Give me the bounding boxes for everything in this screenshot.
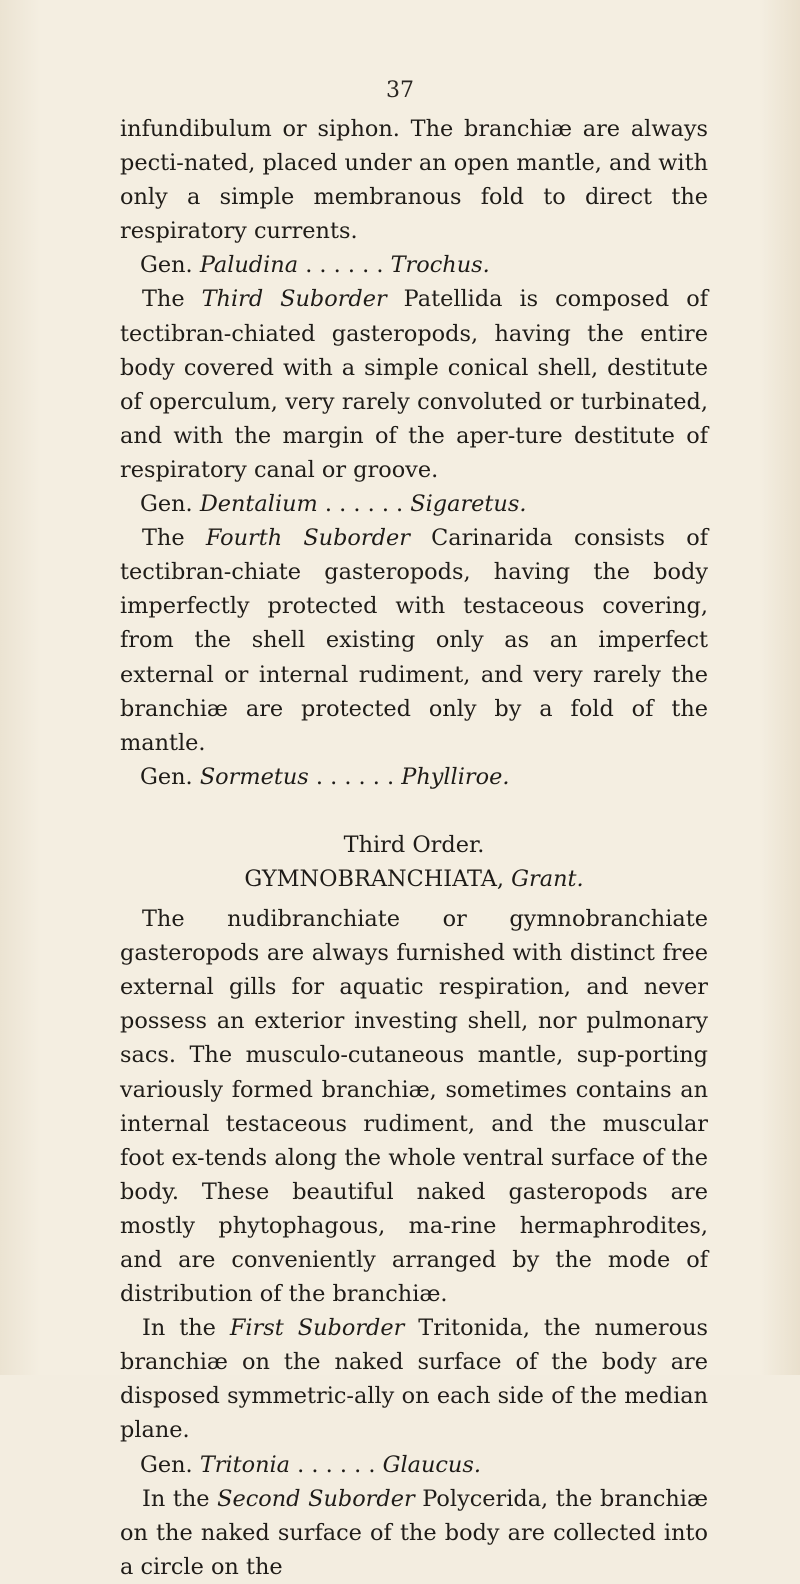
suborder-title: First Suborder [229, 1315, 405, 1342]
genus-line-2 [120, 487, 708, 521]
gen-prefix: Gen. [140, 491, 193, 518]
suborder-title: Third Suborder [201, 286, 387, 313]
genus-name-b: Glaucus. [382, 1451, 481, 1478]
leader-dots: . . . . . . [298, 252, 391, 279]
genus-name-b: Phylliroe. [401, 763, 510, 790]
text-rest: Carinarida consists of tectibran-chiate gasteropods, having the body imperfectly protected with testaceous covering, from the shell existing only as an imperfect external or internal rudiment, and very rarely the branchiæ are protected only by a fold of the mantle. [120, 525, 708, 756]
text-rest: Tritonida, the numerous branchiæ on the naked surface of the body are disposed symmetric-ally on each side of the median plane. [120, 1315, 708, 1444]
paragraph-second-suborder [120, 1482, 708, 1584]
leader-dots: . . . . . . [317, 491, 411, 518]
genus-line-1 [120, 248, 708, 282]
genus-name-b: Sigaretus. [410, 491, 527, 518]
order-author: Grant. [511, 865, 584, 892]
genus-name-a: Paludina [199, 252, 299, 279]
genus-name-a: Tritonia [199, 1451, 291, 1478]
order-heading: Third Order. [343, 831, 485, 858]
paragraph-siphon: infundibulum or siphon. The branchiæ are always pecti-nated, placed under an open mantle, and with only a simple membranous fold to direct the respiratory currents. [120, 116, 708, 245]
text-rest: Patellida is composed of tectibran-chiated gasteropods, having the entire body covered with a simple conical shell, destitute of operculum, very rarely convoluted or turbinated, and with the margin of the aper-ture destitute of respiratory canal or groove. [120, 286, 709, 483]
paragraph-fourth-suborder [120, 521, 708, 760]
page-body [120, 112, 708, 1584]
genus-name-a: Dentalium [199, 491, 318, 518]
genus-name-a: Sormetus [199, 763, 309, 790]
leader-dots: . . . . . . [290, 1451, 383, 1478]
text-lead: The [142, 286, 202, 313]
paragraph-third-suborder [120, 282, 708, 487]
paragraph-first-suborder [120, 1311, 708, 1447]
gen-prefix: Gen. [140, 1451, 193, 1478]
spacer [120, 794, 708, 828]
suborder-title: Fourth Suborder [205, 525, 410, 552]
genus-line-4 [120, 1448, 708, 1482]
leader-dots: . . . . . . [308, 763, 402, 790]
genus-name-b: Trochus. [390, 252, 490, 279]
gen-prefix: Gen. [140, 252, 193, 279]
text-lead: The [142, 525, 206, 552]
order-name-line [120, 862, 708, 896]
order-name: GYMNOBRANCHIATA, [244, 865, 505, 892]
page-number: 37 [386, 78, 414, 103]
text-rest: Polycerida, the branchiæ on the naked surface of the body are collected into a circle on the [120, 1485, 709, 1580]
text-lead: In the [142, 1315, 230, 1342]
genus-line-3 [120, 760, 708, 794]
suborder-title: Second Suborder [217, 1485, 415, 1512]
text-lead: In the [142, 1485, 218, 1512]
gen-prefix: Gen. [140, 763, 193, 790]
paragraph-nudibranchiate: The nudibranchiate or gymnobranchiate gasteropods are always furnished with distinct free external gills for aquatic respiration, and never possess an exterior investing shell, nor pulmonary sacs. The musculo-cutaneous mantle, sup-porting variously formed branchiæ, sometimes contains an internal testaceous rudiment, and the muscular foot ex-tends along the whole ventral surface of the body. These beautiful naked gasteropods are mostly phytophagous, ma-rine hermaphrodites, and are conveniently arranged by the mode of distribution of the branchiæ. [120, 906, 708, 1308]
